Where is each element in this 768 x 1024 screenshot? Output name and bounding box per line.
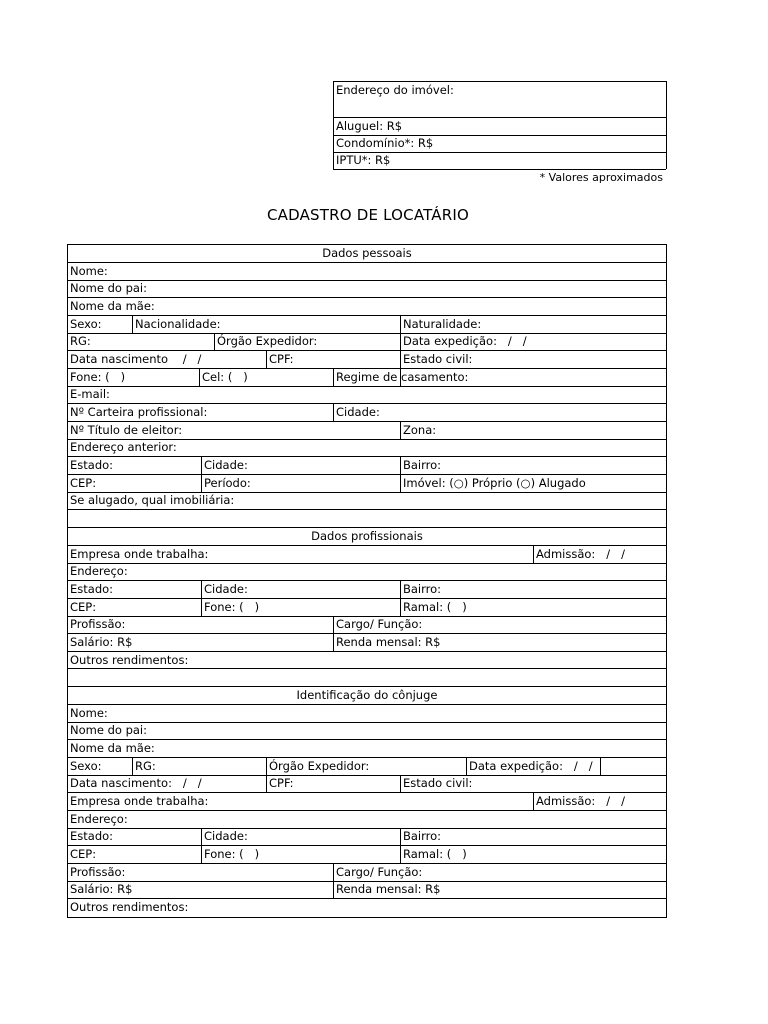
birthplace-field[interactable]: Naturalidade: (403, 317, 482, 331)
other-income-field[interactable]: Outros rendimentos: (70, 653, 189, 667)
approx-values-note: * Valores aproximados (539, 171, 663, 184)
section-header-spouse: Identificação do cônjuge (296, 688, 438, 702)
cep-field[interactable]: CEP: (70, 476, 97, 490)
work-card-field[interactable]: Nº Carteira profissional: (70, 405, 208, 419)
phone-field[interactable]: Fone: ( ) (70, 370, 126, 384)
spouse-marital-status-field[interactable]: Estado civil: (403, 776, 473, 790)
spouse-rg-field[interactable]: RG: (135, 759, 156, 773)
property-address-field[interactable]: Endereço do imóvel: (336, 83, 454, 97)
sex-field[interactable]: Sexo: (70, 317, 102, 331)
spouse-address-field[interactable]: Endereço: (70, 812, 128, 826)
form-title: CADASTRO DE LOCATÁRIO (266, 206, 470, 224)
marital-status-field[interactable]: Estado civil: (403, 352, 473, 366)
work-city-field[interactable]: Cidade: (204, 582, 248, 596)
work-district-field[interactable]: Bairro: (403, 582, 442, 596)
issue-date-field[interactable]: Data expedição: / / (403, 334, 527, 348)
spouse-salary-field[interactable]: Salário: R$ (70, 882, 133, 896)
spouse-cpf-field[interactable]: CPF: (269, 776, 294, 790)
section-header-professional: Dados profissionais (311, 529, 423, 543)
work-state-field[interactable]: Estado: (70, 582, 114, 596)
spouse-extension-field[interactable]: Ramal: ( ) (403, 847, 467, 861)
spouse-district-field[interactable]: Bairro: (403, 829, 442, 843)
extension-field[interactable]: Ramal: ( ) (403, 600, 467, 614)
work-card-city-field[interactable]: Cidade: (336, 405, 380, 419)
birth-date-field[interactable]: Data nascimento / / (70, 352, 202, 366)
spouse-phone-field[interactable]: Fone: ( ) (204, 847, 260, 861)
salary-field[interactable]: Salário: R$ (70, 635, 133, 649)
mother-name-field[interactable]: Nome da mãe: (70, 299, 155, 313)
email-field[interactable]: E-mail: (70, 387, 110, 401)
job-role-field[interactable]: Cargo/ Função: (336, 617, 423, 631)
cell-field[interactable]: Cel: ( ) (202, 370, 248, 384)
spouse-name-field[interactable]: Nome: (70, 706, 108, 720)
work-cep-field[interactable]: CEP: (70, 600, 97, 614)
nationality-field[interactable]: Nacionalidade: (135, 317, 221, 331)
iptu-field[interactable]: IPTU*: R$ (336, 153, 391, 167)
state-field[interactable]: Estado: (70, 458, 114, 472)
previous-address-field[interactable]: Endereço anterior: (70, 440, 177, 454)
period-field[interactable]: Período: (204, 476, 251, 490)
spouse-mother-name-field[interactable]: Nome da mãe: (70, 741, 155, 755)
profession-field[interactable]: Profissão: (70, 617, 126, 631)
spouse-father-name-field[interactable]: Nome do pai: (70, 723, 147, 737)
name-field[interactable]: Nome: (70, 264, 108, 278)
section-header-personal: Dados pessoais (322, 246, 412, 260)
work-address-field[interactable]: Endereço: (70, 564, 128, 578)
rg-field[interactable]: RG: (70, 334, 91, 348)
spouse-city-field[interactable]: Cidade: (204, 829, 248, 843)
zone-field[interactable]: Zona: (403, 423, 437, 437)
spouse-state-field[interactable]: Estado: (70, 829, 114, 843)
spouse-employer-field[interactable]: Empresa onde trabalha: (70, 794, 209, 808)
spouse-issuing-agency-field[interactable]: Órgão Expedidor: (269, 759, 370, 773)
issuing-agency-field[interactable]: Órgão Expedidor: (217, 334, 318, 348)
spouse-monthly-income-field[interactable]: Renda mensal: R$ (336, 882, 441, 896)
work-phone-field[interactable]: Fone: ( ) (204, 600, 260, 614)
condo-fee-field[interactable]: Condomínio*: R$ (336, 136, 434, 150)
cpf-field[interactable]: CPF: (269, 352, 294, 366)
admission-date-field[interactable]: Admissão: / / (536, 547, 625, 561)
monthly-income-field[interactable]: Renda mensal: R$ (336, 635, 441, 649)
employer-field[interactable]: Empresa onde trabalha: (70, 547, 209, 561)
spouse-cep-field[interactable]: CEP: (70, 847, 97, 861)
spouse-admission-date-field[interactable]: Admissão: / / (536, 794, 625, 808)
marriage-regime-field[interactable]: Regime de casamento: (336, 370, 469, 384)
city-field[interactable]: Cidade: (204, 458, 248, 472)
district-field[interactable]: Bairro: (403, 458, 442, 472)
spouse-sex-field[interactable]: Sexo: (70, 759, 102, 773)
spouse-profession-field[interactable]: Profissão: (70, 865, 126, 879)
spouse-job-role-field[interactable]: Cargo/ Função: (336, 865, 423, 879)
voter-id-field[interactable]: Nº Título de eleitor: (70, 423, 183, 437)
spouse-other-income-field[interactable]: Outros rendimentos: (70, 900, 189, 914)
real-estate-agency-field[interactable]: Se alugado, qual imobiliária: (70, 493, 235, 507)
father-name-field[interactable]: Nome do pai: (70, 281, 147, 295)
spouse-birth-date-field[interactable]: Data nascimento: / / (70, 776, 202, 790)
spouse-issue-date-field[interactable]: Data expedição: / / (469, 759, 593, 773)
property-type-options[interactable]: Imóvel: (○) Próprio (○) Alugado (403, 476, 586, 490)
rent-field[interactable]: Aluguel: R$ (336, 119, 403, 133)
